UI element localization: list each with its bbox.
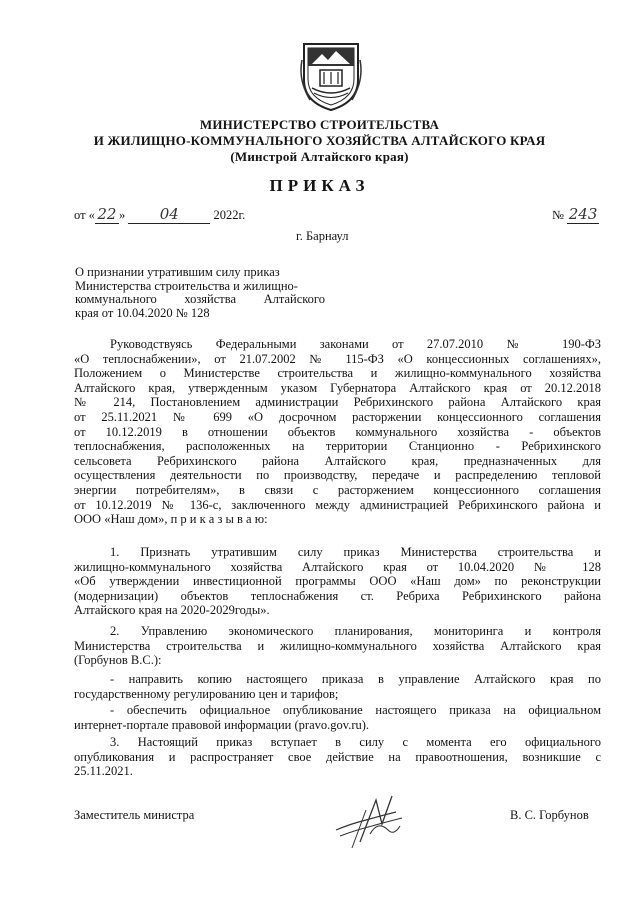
text-line: ООО «Наш дом», п р и к а з ы в а ю: <box>74 512 268 527</box>
document-type-title: ПРИКАЗ <box>269 176 370 195</box>
text-line: теплоснабжения, расположенных на территории Станционно - Ребрихинского <box>74 439 601 454</box>
date-quote-close: » <box>118 208 126 222</box>
text-line: от 25.11.2021 № 699 «О досрочном расторжении концессионного соглашения <box>74 409 601 424</box>
text-line: интернет-портале правовой информации (pravo.gov.ru). <box>74 717 370 732</box>
date-day: 22 <box>95 208 119 224</box>
text-line: Министерства строительства и жилищно-коммунального хозяйства Алтайского края <box>74 638 601 653</box>
text-line: государственному регулированию цен и тарифов; <box>74 686 339 701</box>
number-prefix: № <box>552 208 564 222</box>
text-line: (модернизации) объектов теплоснабжения ст. Ребриха Ребрихинского района <box>74 588 601 603</box>
ministry-name-line2: И ЖИЛИЩНО-КОММУНАЛЬНОГО ХОЗЯЙСТВА АЛТАЙСКОГО КРАЯ <box>93 133 546 148</box>
text-line: Алтайского края, утвержденным указом Губернатора Алтайского края от 20.12.2018 <box>74 380 601 395</box>
text-line: Руководствуясь Федеральными законами от 27.07.2010 № 190-ФЗ <box>110 337 601 351</box>
city: г. Барнаул <box>296 229 349 243</box>
text-line: Алтайского края на 2020-2029годы». <box>74 603 270 618</box>
signatory-position: Заместитель министра <box>74 808 195 822</box>
ministry-name-line1: МИНИСТЕРСТВО СТРОИТЕЛЬСТВА <box>199 117 440 132</box>
text-line: 3. Настоящий приказ вступает в силу с момента его официального <box>110 735 601 749</box>
text-line: 25.11.2021. <box>74 764 133 779</box>
handwritten-signature <box>330 790 410 852</box>
signatory-name: В. С. Горбунов <box>510 808 589 822</box>
order-number <box>552 205 599 224</box>
order-date <box>74 205 246 224</box>
number-value: 243 <box>568 205 598 223</box>
item-2-paragraph <box>74 624 601 668</box>
text-line: 1. Признать утратившим силу приказ Министерства строительства и <box>110 545 601 559</box>
item-1-paragraph <box>74 545 601 618</box>
preamble-paragraph <box>74 337 601 527</box>
date-month: 04 <box>128 208 210 224</box>
topic-line: края от 10.04.2020 № 128 <box>75 305 210 320</box>
text-line: энергии потребителям», в связи с расторжением концессионного соглашения <box>74 482 601 497</box>
text-line: - обеспечить официальное опубликование настоящего приказа на официальном <box>110 703 601 717</box>
text-line: - направить копию настоящего приказа в управление Алтайского края по <box>110 672 601 686</box>
date-year: 2022г. <box>213 208 246 222</box>
coat-of-arms-emblem <box>300 40 362 112</box>
text-line: от 10.12.2019 в отношении объектов коммунального хозяйства - объектов <box>74 424 601 439</box>
text-line: «О теплоснабжении», от 21.07.2002 № 115-ФЗ «О концессионных соглашениях», <box>74 351 601 366</box>
text-line: 2. Управлению экономического планирования, мониторинга и контроля <box>110 624 601 638</box>
text-line: осуществления деятельности по производству, передаче и распределению тепловой <box>74 468 601 483</box>
topic-line: Министерства строительства и жилищно- <box>75 278 298 293</box>
item-3-paragraph <box>74 735 601 779</box>
item-2b-paragraph <box>74 703 601 732</box>
text-line: «Об утверждении инвестиционной программы ООО «Наш дом» по реконструкции <box>74 574 601 589</box>
text-line: Положением о Министерстве строительства и жилищно-коммунального хозяйства <box>74 366 601 381</box>
text-line: (Горбунов В.С.): <box>74 653 162 668</box>
topic-line: коммунального хозяйства Алтайского <box>75 292 325 306</box>
topic-line: О признании утратившим силу приказ <box>75 265 280 279</box>
item-2a-paragraph <box>74 672 601 701</box>
date-prefix: от « <box>74 208 95 222</box>
text-line: № 214, Постановлением администрации Ребрихинского района Алтайского края <box>74 395 601 410</box>
text-line: сельсовета Ребрихинского района Алтайского края, предназначенных для <box>74 453 601 468</box>
order-topic <box>75 266 325 320</box>
text-line: от 10.12.2019 № 136-с, заключенного между администрацией Ребрихинского района и <box>74 497 601 512</box>
ministry-short-name: (Минстрой Алтайского края) <box>230 149 409 164</box>
text-line: опубликования и распространяет свое действие на правоотношения, возникшие с <box>74 749 601 764</box>
text-line: жилищно-коммунального хозяйства Алтайского края от 10.04.2020 № 128 <box>74 559 601 574</box>
